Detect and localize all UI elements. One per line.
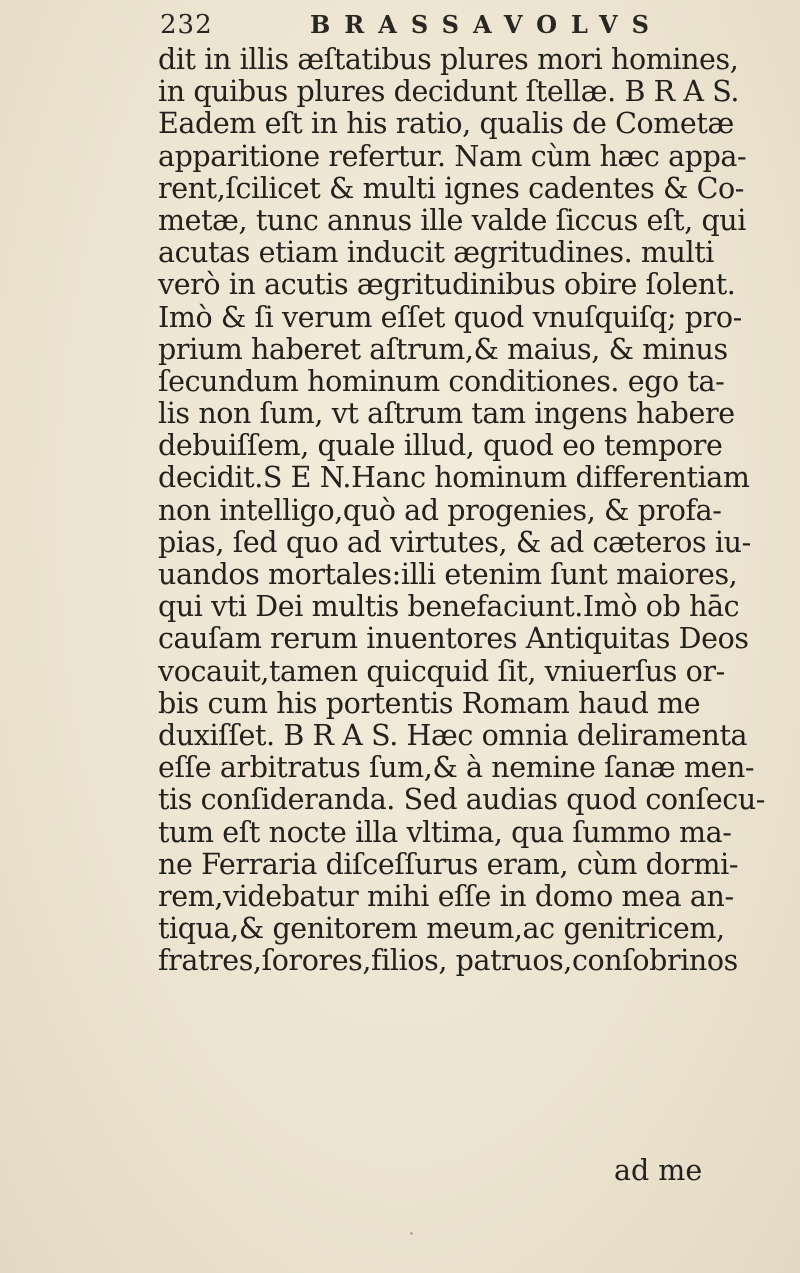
text-line: cauſam rerum inuentores Antiquitas Deos [158,622,749,656]
text-line: apparitione refertur. Nam cùm hæc appa- [158,139,747,173]
paper-speck [410,1232,413,1235]
body-text [158,44,778,977]
text-line: tiqua,& genitorem meum,ac genitricem, [158,912,725,946]
catchword: ad me [614,1154,703,1187]
text-line: acutas etiam inducit ægritudines. multi [158,236,714,270]
text-line: Eadem eſt in his ratio, qualis de Cometæ [158,107,734,141]
text-line: ne Ferraria diſceſſurus eram, cùm dormi- [158,847,739,881]
text-line: fratres,ſorores,filios, patruos,conſobrinos [158,944,738,978]
text-line: tis conſideranda. Sed audias quod conſecu- [158,783,765,817]
text-line: dit in illis æſtatibus plures mori homines, [158,43,739,76]
text-line: pias, ſed quo ad virtutes, & ad cæteros iu- [158,525,751,559]
text-line: duxiſſet. B R A S. Hæc omnia deliramenta [158,718,748,752]
running-head: BRASSAVOLVS [310,10,663,39]
text-line: verò in acutis ægritudinibus obire ſolent. [158,268,736,302]
text-line: metæ, tunc annus ille valde ſiccus eſt, qui [158,203,746,237]
text-line: eſſe arbitratus ſum,& à nemine ſanæ men- [158,751,755,785]
text-line: in quibus plures decidunt ſtellæ. B R A S. [158,75,740,109]
text-line: bis cum his portentis Romam haud me [158,686,701,720]
text-line: debuiſſem, quale illud, quod eo tempore [158,429,723,463]
text-line: tum eſt nocte illa vltima, qua ſummo ma- [158,815,732,849]
text-line: rent,ſcilicet & multi ignes cadentes & Co- [158,171,745,205]
text-line: ſecundum hominum conditiones. ego ta- [158,364,725,398]
text-line: Imò & ſi verum eſſet quod vnuſquiſq; pro- [158,300,742,334]
text-line: vocauit,tamen quicquid ſit, vniuerſus or- [158,654,725,688]
text-line: non intelligo,quò ad progenies, & profa- [158,493,722,527]
page-header [160,6,780,40]
text-line: rem,videbatur mihi eſſe in domo mea an- [158,879,734,913]
text-line: qui vti Dei multis benefaciunt.Imò ob hāc [158,590,740,624]
page-number: 232 [160,10,213,40]
text-line: prium haberet aſtrum,& maius, & minus [158,332,728,366]
text-line: decidit.S E N.Hanc hominum differentiam [158,461,750,495]
text-line: lis non ſum, vt aſtrum tam ingens habere [158,397,735,431]
text-line: uandos mortales:illi etenim ſunt maiores, [158,558,738,591]
